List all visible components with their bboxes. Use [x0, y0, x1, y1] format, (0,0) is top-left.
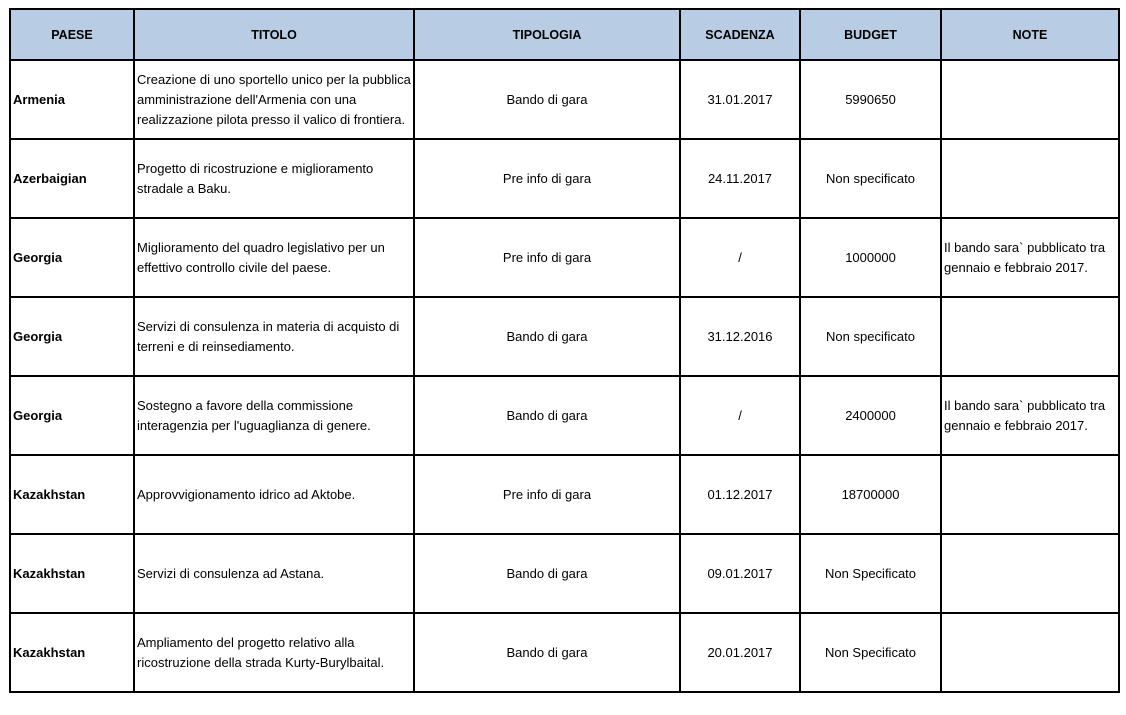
- cell-scadenza: /: [680, 376, 800, 455]
- table-row: [10, 218, 1119, 297]
- table-row: [10, 139, 1119, 218]
- tenders-table: [9, 8, 1120, 693]
- cell-note: [941, 139, 1119, 218]
- header-tipologia: TIPOLOGIA: [414, 9, 680, 60]
- cell-paese: Kazakhstan: [10, 613, 134, 692]
- cell-budget: 2400000: [800, 376, 941, 455]
- table-row: [10, 297, 1119, 376]
- table-row: [10, 455, 1119, 534]
- cell-budget: Non Specificato: [800, 613, 941, 692]
- cell-tipologia: Bando di gara: [414, 376, 680, 455]
- cell-tipologia: Bando di gara: [414, 613, 680, 692]
- cell-budget: Non specificato: [800, 139, 941, 218]
- cell-budget: 1000000: [800, 218, 941, 297]
- cell-note: [941, 534, 1119, 613]
- header-titolo: TITOLO: [134, 9, 414, 60]
- cell-tipologia: Bando di gara: [414, 534, 680, 613]
- cell-paese: Georgia: [10, 376, 134, 455]
- header-paese: PAESE: [10, 9, 134, 60]
- cell-paese: Georgia: [10, 218, 134, 297]
- cell-titolo: Progetto di ricostruzione e miglioramento stradale a Baku.: [134, 139, 414, 218]
- header-scadenza: SCADENZA: [680, 9, 800, 60]
- table-row: [10, 613, 1119, 692]
- header-row: [10, 9, 1119, 60]
- cell-paese: Armenia: [10, 60, 134, 139]
- cell-tipologia: Pre info di gara: [414, 139, 680, 218]
- cell-titolo: Approvvigionamento idrico ad Aktobe.: [134, 455, 414, 534]
- cell-note: [941, 60, 1119, 139]
- cell-tipologia: Pre info di gara: [414, 218, 680, 297]
- cell-budget: Non Specificato: [800, 534, 941, 613]
- cell-scadenza: 20.01.2017: [680, 613, 800, 692]
- cell-scadenza: 31.12.2016: [680, 297, 800, 376]
- cell-budget: 5990650: [800, 60, 941, 139]
- header-note: NOTE: [941, 9, 1119, 60]
- cell-titolo: Servizi di consulenza in materia di acquisto di terreni e di reinsediamento.: [134, 297, 414, 376]
- cell-scadenza: 01.12.2017: [680, 455, 800, 534]
- cell-titolo: Ampliamento del progetto relativo alla ricostruzione della strada Kurty-Burylbaital.: [134, 613, 414, 692]
- header-budget: BUDGET: [800, 9, 941, 60]
- cell-note: Il bando sara` pubblicato tra gennaio e febbraio 2017.: [941, 376, 1119, 455]
- table-row: [10, 534, 1119, 613]
- cell-budget: Non specificato: [800, 297, 941, 376]
- cell-tipologia: Pre info di gara: [414, 455, 680, 534]
- table-row: [10, 60, 1119, 139]
- table-row: [10, 376, 1119, 455]
- cell-budget: 18700000: [800, 455, 941, 534]
- cell-paese: Kazakhstan: [10, 534, 134, 613]
- cell-scadenza: 31.01.2017: [680, 60, 800, 139]
- cell-note: Il bando sara` pubblicato tra gennaio e febbraio 2017.: [941, 218, 1119, 297]
- cell-paese: Kazakhstan: [10, 455, 134, 534]
- cell-titolo: Sostegno a favore della commissione interagenzia per l'uguaglianza di genere.: [134, 376, 414, 455]
- cell-scadenza: 09.01.2017: [680, 534, 800, 613]
- cell-paese: Azerbaigian: [10, 139, 134, 218]
- cell-titolo: Servizi di consulenza ad Astana.: [134, 534, 414, 613]
- cell-scadenza: /: [680, 218, 800, 297]
- cell-titolo: Creazione di uno sportello unico per la pubblica amministrazione dell'Armenia con una realizzazione pilota presso il valico di frontiera.: [134, 60, 414, 139]
- cell-note: [941, 455, 1119, 534]
- cell-note: [941, 613, 1119, 692]
- cell-tipologia: Bando di gara: [414, 297, 680, 376]
- cell-titolo: Miglioramento del quadro legislativo per un effettivo controllo civile del paese.: [134, 218, 414, 297]
- cell-paese: Georgia: [10, 297, 134, 376]
- cell-note: [941, 297, 1119, 376]
- cell-tipologia: Bando di gara: [414, 60, 680, 139]
- cell-scadenza: 24.11.2017: [680, 139, 800, 218]
